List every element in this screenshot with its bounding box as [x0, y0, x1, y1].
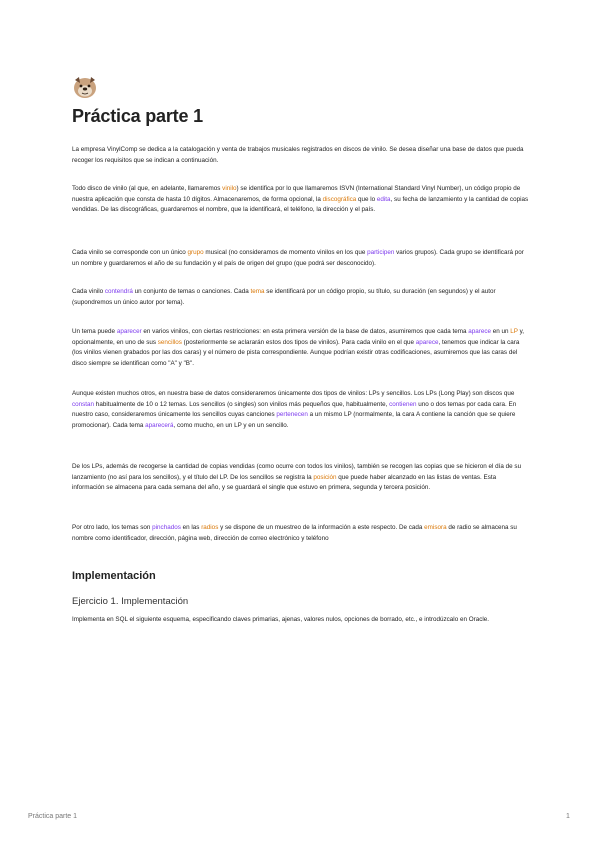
text-run: musical (no consideramos de momento vinilos en los que [203, 249, 368, 256]
text-run: y se dispone de un muestreo de la información a este respecto. De cada [218, 524, 425, 531]
text-run: Aunque existen muchos otros, en nuestra base de datos consideraremos únicamente dos tipos de vinilos: LPs y sencillos. Los LPs (Long Play) son discos que [72, 390, 515, 397]
text-run: que puede haber alcanzado en las listas de ventas. Esta información se almacena para cada semana del año, y se guardará el single que estuvo en primera, segunda y tercera posición. [72, 473, 497, 492]
paragraph-vinilo [72, 184, 530, 216]
relation-term: pertenecen [276, 411, 308, 419]
entity-term: sencillos [157, 338, 182, 346]
text-run: Un tema puede [72, 328, 117, 335]
text-run: Cada vinilo se corresponde con un único [72, 249, 188, 256]
text-run: De los LPs, además de recogerse la cantidad de copias vendidas (como ocurre con todos los vinilos), también se recogen las copias que se hicieron el día de su lanzamiento (no así para los sencillos), y el título del LP. De los sencillos se registra la [72, 463, 522, 481]
text-run: un conjunto de temas o canciones. Cada [132, 288, 251, 295]
entity-term: discográfica [322, 195, 357, 203]
relation-term: aparece [415, 338, 439, 346]
text-run: Por otro lado, los temas son [72, 524, 153, 531]
paragraph-radios [72, 523, 530, 544]
page-number: 1 [566, 813, 570, 820]
relation-term: edita [376, 195, 391, 203]
text-run: (posteriormente se aclararán estos dos tipos de vinilos). Para cada vinilo en el que [181, 338, 416, 346]
section-heading-implementacion: Implementación [72, 570, 156, 582]
text-run: y, opcionalmente, en uno de sus [72, 328, 525, 346]
bulldog-face-icon [72, 74, 98, 100]
entity-term: radios [201, 524, 219, 531]
entity-term: grupo [187, 249, 204, 256]
text-run: habitualmente de 10 o 12 temas. Los sencillos (o singles) son vinilos más pequeños que, habitualmente, [94, 400, 390, 408]
text-run: , como mucho, en un LP y en un sencillo. [173, 421, 289, 429]
exercise-title: Ejercicio 1. Implementación [72, 596, 189, 607]
text-run: Todo disco de vinilo (al que, en adelante, llamaremos [72, 185, 223, 192]
text-run: uno o dos temas por cada cara. En nuestro caso, consideraremos únicamente los sencillos cuyas canciones [72, 400, 517, 419]
relation-term: aparecerá [145, 421, 174, 429]
relation-term: aparece [468, 328, 491, 335]
text-run: Cada vinilo [72, 288, 105, 295]
text-run: de radio se almacena su nombre como identificador, dirección, página web, dirección de correo electrónico y teléfono [72, 524, 517, 542]
text-run: varios grupos). Cada grupo se identificará por un nombre y guardaremos el año de su fundación y el país de origen del grupo (que podrá ser desconocido). [72, 249, 524, 267]
paragraph-lps-sencillos [72, 462, 530, 494]
relation-term: constan [72, 400, 95, 408]
relation-term: participen [367, 249, 395, 256]
relation-term: contendrá [104, 288, 133, 295]
relation-term: aparecer [116, 328, 142, 335]
text-run: La empresa VinylComp se dedica a la catalogación y venta de trabajos musicales registrados en discos de vinilo. Se desea diseñar una base de datos que pueda recoger los requisitos que se indican a continuación. [72, 146, 524, 164]
text-run: que lo [356, 195, 377, 203]
footer-title: Práctica parte 1 [28, 813, 78, 820]
paragraph-intro [72, 145, 530, 166]
paragraph-tipos-vinilo [72, 389, 530, 431]
text-run: ) se identifica por lo que llamaremos ISVN (International Standard Vinyl Number), un código propio de nuestra aplicación que consta de hasta 10 dígitos. Almacenaremos, de forma opcional, la [72, 185, 521, 203]
text-run: , tenemos que indicar la cara (los vinilos vienen grabados por las dos caras) y el número de pista correspondiente. Aunque podrían existir otras codificaciones, asumiremos que las caras del disco siempre se identifican como "A" y "B". [72, 338, 520, 367]
entity-term: LP [510, 328, 518, 335]
text-run: , su fecha de lanzamiento y la cantidad de copias vendidas. De las discográficas, guardaremos el nombre, que la identificará, el teléfono, la dirección y el país. [72, 195, 529, 214]
entity-term: posición [313, 473, 337, 481]
relation-term: contienen [389, 400, 417, 408]
paragraph-tema [72, 287, 530, 308]
text-run: a un mismo LP (normalmente, la cara A contiene la canción que se quiere promocionar). Cada tema [72, 411, 516, 429]
text-run: en un [490, 328, 511, 335]
text-run: se identificará por un código propio, su título, su duración (en segundos) y el autor (supondremos un único autor por tema). [72, 288, 496, 306]
relation-term: pinchados [152, 524, 181, 531]
text-run: en las [180, 524, 202, 531]
exercise-text: Implementa en SQL el siguiente esquema, especificando claves primarias, ajenas, valores nulos, opciones de borrado, etc., e introdúzcalo en Oracle. [72, 616, 489, 623]
entity-term: vinilo [222, 185, 237, 192]
entity-term: emisora [424, 524, 447, 531]
page-title: Práctica parte 1 [72, 106, 203, 126]
paragraph-grupo [72, 248, 530, 269]
entity-term: tema [250, 288, 265, 295]
paragraph-aparece [72, 327, 530, 369]
text-run: en varios vinilos, con ciertas restricciones: en esta primera versión de la base de datos, asumiremos que cada tema [141, 328, 469, 335]
